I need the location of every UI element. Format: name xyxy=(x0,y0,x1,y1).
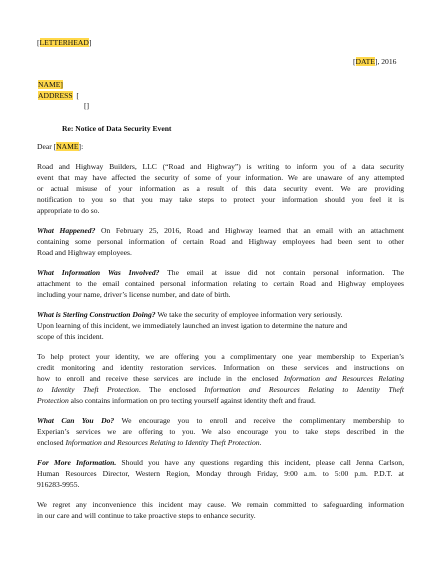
letterhead-text: LETTERHEAD xyxy=(39,38,89,47)
involved-text-1: The email at issue did not contain personal information. The xyxy=(159,268,404,277)
involved-line-2: attachment to the email contained personal information relating to certain Road and Highway employees xyxy=(37,279,404,288)
happened-line-3: Road and Highway employees. xyxy=(37,248,132,257)
protect-line-1: To help protect your identity, we are offering you a complimentary one year membership to Experian’s xyxy=(37,352,404,361)
date-year: ], 2016 xyxy=(374,57,397,66)
regret-line-1: We regret any inconvenience this incident may cause. We remain committed to safeguarding information xyxy=(37,500,404,509)
recipient-address xyxy=(38,91,79,101)
doing-line-2: Upon learning of this incident, we immediately launched an invest igation to determine the nature and xyxy=(37,321,347,330)
salutation-name-placeholder: NAME xyxy=(56,142,79,151)
involved-line-3: including your name, driver’s license number, and date of birth. xyxy=(37,290,231,299)
enclosure-title-3: Information and Resources Relating to Identity Theft xyxy=(204,385,404,394)
cando-text-5: . xyxy=(259,438,262,447)
recipient-name xyxy=(38,80,63,90)
more-line-1 xyxy=(37,458,404,468)
address-line-bracket xyxy=(84,101,89,111)
protect-line-2: credit monitoring and identity restoration services. Information on these services and instructions on xyxy=(37,363,404,372)
salutation-prefix: Dear [ xyxy=(37,142,57,151)
happened-text-1: On February 25, 2016, Road and Highway learned that an email with an attachment xyxy=(95,226,404,235)
enclosure-title-5: Information and Resources Relating to Identity Theft Protection xyxy=(65,438,260,447)
intro-line-3: or actual misuse of your information as a result of this data security event. We are providing xyxy=(37,184,404,193)
cando-heading: What Can You Do? xyxy=(37,416,115,425)
protect-line-3 xyxy=(37,374,404,384)
enclosure-title-2: to Identity Theft Protection xyxy=(37,385,139,394)
regret-line-2: in our care and will continue to take proactive steps to enhance security. xyxy=(37,511,256,520)
intro-line-5: appropriate to do so. xyxy=(37,206,100,215)
cando-line-1 xyxy=(37,416,404,426)
happened-line-2: containing some personal information of certain Road and Highway employees had been sent to other xyxy=(37,237,404,246)
intro-line-1: Road and Highway Builders, LLC (“Road and Highway”) is writing to inform you of a data security xyxy=(37,162,404,171)
enclosure-title-1: Information and Resources Relating xyxy=(283,374,404,383)
date-line xyxy=(353,57,396,67)
address-line-empty: [] xyxy=(84,101,90,110)
subject-line: Re: Notice of Data Security Event xyxy=(62,124,172,133)
protect-text-8: also contains information on pro tecting yourself against identity theft and fraud. xyxy=(68,396,316,405)
salutation xyxy=(37,142,83,152)
address-bracket: [ xyxy=(76,91,79,100)
doing-text-1: We take the security of employee information very seriously. xyxy=(155,310,343,319)
enclosure-title-4: Protection xyxy=(37,396,69,405)
intro-line-2: event that may have affected the security of some of your information. We are unaware of any attempted xyxy=(37,173,404,182)
protect-line-5 xyxy=(37,396,316,406)
protect-text-5: . The enclosed xyxy=(138,385,205,394)
date-open-bracket: [ xyxy=(353,57,356,66)
involved-heading: What Information Was Involved? xyxy=(37,268,160,277)
letterhead-placeholder xyxy=(37,38,91,48)
protect-text-3: how to enroll and receive these services are include in the enclosed xyxy=(37,374,284,383)
more-text-1: Should you have any questions regarding this incident, please call Jenna Carlson, xyxy=(116,458,404,467)
involved-line-1 xyxy=(37,268,404,278)
letterhead-close-bracket: ] xyxy=(88,38,92,47)
recipient-address-placeholder: ADDRESS xyxy=(38,91,73,100)
recipient-name-placeholder: NAME] xyxy=(38,80,63,89)
more-line-3: 916283-9955. xyxy=(37,480,80,489)
doing-heading: What is Sterling Construction Doing? xyxy=(37,310,156,319)
more-heading: For More Information. xyxy=(37,458,117,467)
happened-line-1 xyxy=(37,226,404,236)
doing-line-3: scope of this incident. xyxy=(37,332,104,341)
doing-line-1 xyxy=(37,310,342,320)
cando-text-1: We encourage you to enroll and receive the complimentary membership to xyxy=(114,416,405,425)
date-placeholder: DATE xyxy=(355,57,375,66)
protect-line-4 xyxy=(37,385,404,395)
cando-line-2: Experian’s services we are offering to you. We also encourage you to take steps described in the xyxy=(37,427,404,436)
happened-heading: What Happened? xyxy=(37,226,96,235)
salutation-suffix: ]: xyxy=(78,142,84,151)
cando-text-3: enclosed xyxy=(37,438,66,447)
intro-line-4: notification to you so that you may take steps to protect your information should you feel it is xyxy=(37,195,404,204)
cando-line-3 xyxy=(37,438,261,448)
more-line-2: Human Resources Director, Western Region, Monday through Friday, 9:00 a.m. to 5:00 p.m. P.D.T. at xyxy=(37,469,404,478)
letterhead-open-bracket: [ xyxy=(37,38,40,47)
